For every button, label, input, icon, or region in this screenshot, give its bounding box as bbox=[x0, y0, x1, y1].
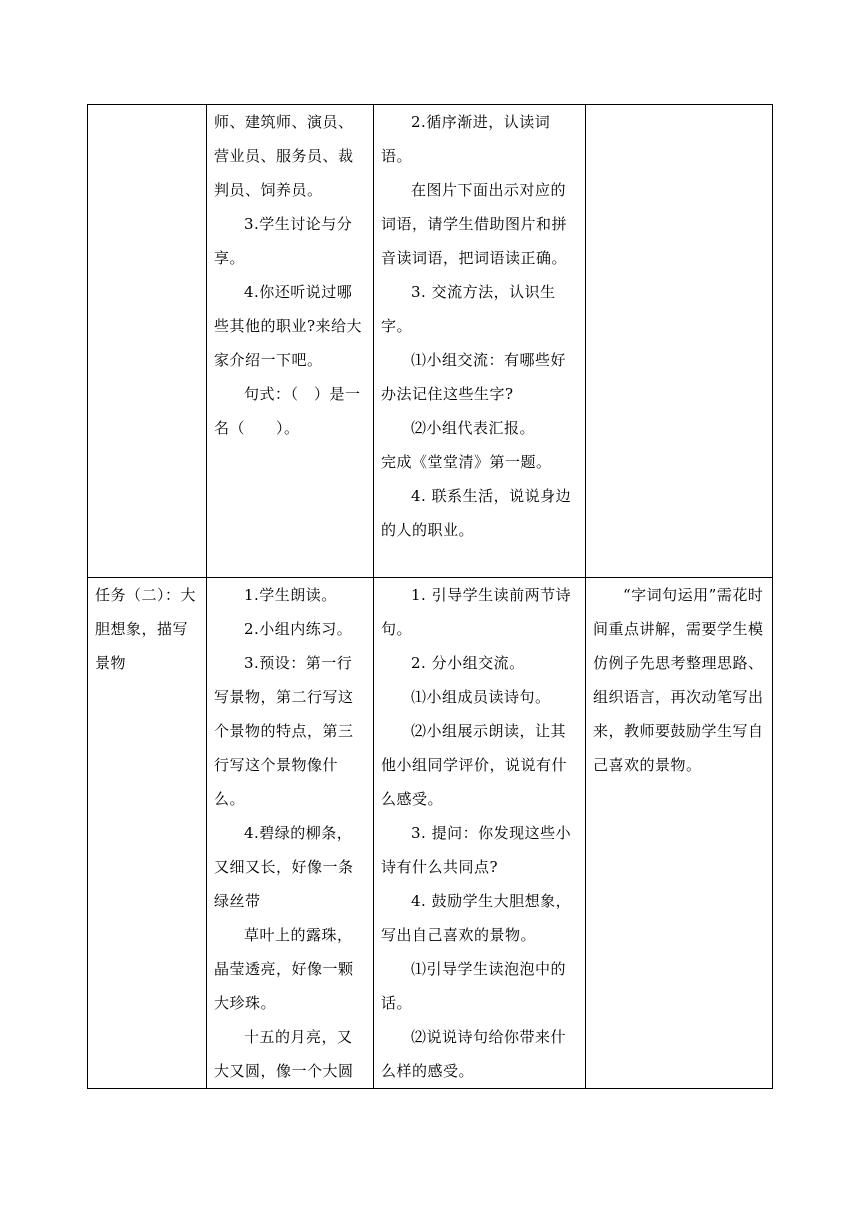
paragraph: ⑵小组代表汇报。 bbox=[411, 419, 536, 437]
paragraph: 3.学生讨论与分享。 bbox=[214, 215, 353, 267]
paragraph: 2.循序渐进，认读词语。 bbox=[381, 113, 551, 165]
design-note-cell bbox=[586, 105, 773, 578]
paragraph: 2.小组内练习。 bbox=[244, 620, 353, 638]
task-cell bbox=[88, 105, 207, 578]
paragraph: ⑵小组展示朗读，让其他小组同学评价，说说有什么感受。 bbox=[381, 722, 568, 808]
student-activity-cell bbox=[207, 105, 374, 578]
paragraph: 3. 提问：你发现这些小诗有什么共同点? bbox=[381, 824, 572, 876]
paragraph: ⑴引导学生读泡泡中的话。 bbox=[381, 960, 567, 1012]
paragraph: 1.学生朗读。 bbox=[244, 586, 337, 604]
paragraph: ⑴小组交流：有哪些好办法记住这些生字? bbox=[381, 351, 567, 403]
task-cell bbox=[88, 578, 207, 1089]
paragraph: 2. 分小组交流。 bbox=[411, 654, 525, 672]
paragraph: 完成《堂堂清》第一题。 bbox=[381, 453, 552, 471]
paragraph: 4.碧绿的柳条，又细又长，好像一条绿丝带 bbox=[214, 824, 354, 910]
paragraph: 4.你还听说过哪些其他的职业?来给大家介绍一下吧。 bbox=[214, 283, 363, 369]
paragraph: 在图片下面出示对应的词语，请学生借助图片和拼音读词语，把词语读正确。 bbox=[381, 181, 568, 267]
paragraph: 句式：（ ）是一名（ ）。 bbox=[214, 385, 361, 437]
teacher-activity-cell bbox=[374, 578, 586, 1089]
lesson-plan-table bbox=[87, 104, 773, 1089]
task-text: 任务（二）：大胆想象，描写景物 bbox=[95, 586, 197, 672]
paragraph: 草叶上的露珠，晶莹透亮，好像一颗大珍珠。 bbox=[214, 926, 354, 1012]
paragraph: 4. 鼓励学生大胆想象，写出自己喜欢的景物。 bbox=[381, 892, 572, 944]
teacher-activity-cell bbox=[374, 105, 586, 578]
paragraph: 师、建筑师、演员、营业员、服务员、裁判员、饲养员。 bbox=[214, 113, 354, 199]
table-row bbox=[88, 578, 773, 1089]
table-row bbox=[88, 105, 773, 578]
paragraph: 1. 引导学生读前两节诗句。 bbox=[381, 586, 572, 638]
paragraph: ⑴小组成员读诗句。 bbox=[411, 688, 551, 706]
note-text: “字词句运用”需花时间重点讲解，需要学生模仿例子先思考整理思路、组织语言，再次动笔写出来，教师要鼓励学生写自己喜欢的景物。 bbox=[593, 586, 764, 774]
student-activity-cell bbox=[207, 578, 374, 1089]
paragraph: 十五的月亮，又大又圆，像一个大圆 bbox=[214, 1028, 354, 1080]
paragraph: 3.预设：第一行写景物，第二行写这个景物的特点，第三行写这个景物像什么。 bbox=[214, 654, 354, 808]
design-note-cell bbox=[586, 578, 773, 1089]
paragraph: 3. 交流方法，认识生字。 bbox=[381, 283, 556, 335]
paragraph: 4. 联系生活，说说身边的人的职业。 bbox=[381, 487, 572, 539]
paragraph: ⑵说说诗句给你带来什么样的感受。 bbox=[381, 1028, 567, 1080]
